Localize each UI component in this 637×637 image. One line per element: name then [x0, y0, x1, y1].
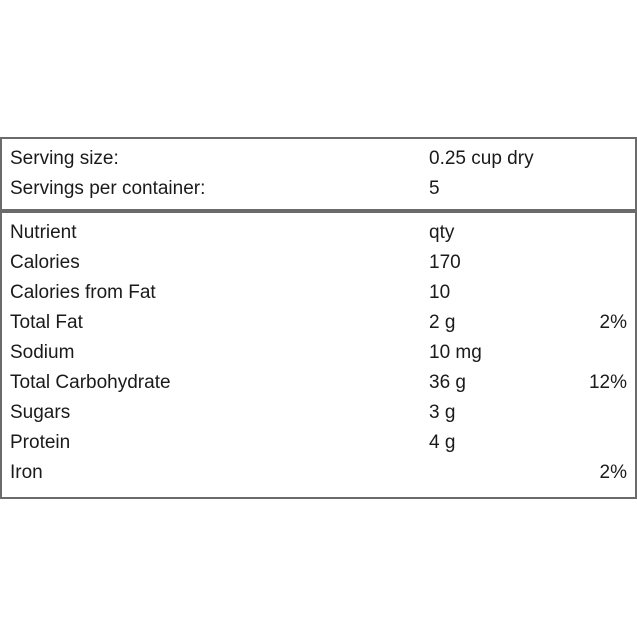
section-divider	[2, 209, 635, 213]
nutrient-label: Protein	[10, 432, 71, 453]
nutrient-daily-value: 12%	[588, 372, 627, 393]
nutrient-qty: 4 g	[429, 432, 456, 453]
nutrient-label: Total Fat	[10, 312, 83, 333]
nutrient-qty: 170	[429, 252, 461, 273]
nutrient-qty: 10 mg	[429, 342, 482, 363]
nutrient-qty: 36 g	[429, 372, 466, 393]
nutrient-label: Iron	[10, 462, 43, 483]
nutrient-qty: 3 g	[429, 402, 456, 423]
nutrient-row-total-fat	[2, 309, 635, 337]
nutrient-label: Sodium	[10, 342, 75, 363]
nutrient-row-protein	[2, 429, 635, 457]
nutrient-row-calories	[2, 249, 635, 277]
nutrient-label: Calories from Fat	[10, 282, 156, 303]
nutrient-row-iron	[2, 459, 635, 487]
nutrient-row-sodium	[2, 339, 635, 367]
serving-size-label: Serving size:	[10, 148, 119, 169]
servings-per-container-value: 5	[429, 178, 440, 199]
nutrient-header-qty: qty	[429, 222, 455, 243]
nutrient-header-row	[2, 219, 635, 247]
nutrient-row-calories-from-fat	[2, 279, 635, 307]
nutrient-label: Total Carbohydrate	[10, 372, 171, 393]
nutrient-qty: 2 g	[429, 312, 456, 333]
serving-size-row	[2, 145, 635, 173]
nutrient-label: Calories	[10, 252, 80, 273]
nutrient-header-label: Nutrient	[10, 222, 77, 243]
servings-per-container-row	[2, 175, 635, 203]
nutrient-row-sugars	[2, 399, 635, 427]
nutrition-facts-panel	[0, 137, 637, 499]
servings-per-container-label: Servings per container:	[10, 178, 206, 199]
nutrient-daily-value: 2%	[599, 462, 627, 483]
nutrient-daily-value: 2%	[599, 312, 627, 333]
nutrient-qty: 10	[429, 282, 451, 303]
serving-size-value: 0.25 cup dry	[429, 148, 534, 169]
nutrient-label: Sugars	[10, 402, 71, 423]
nutrient-row-total-carbohydrate	[2, 369, 635, 397]
